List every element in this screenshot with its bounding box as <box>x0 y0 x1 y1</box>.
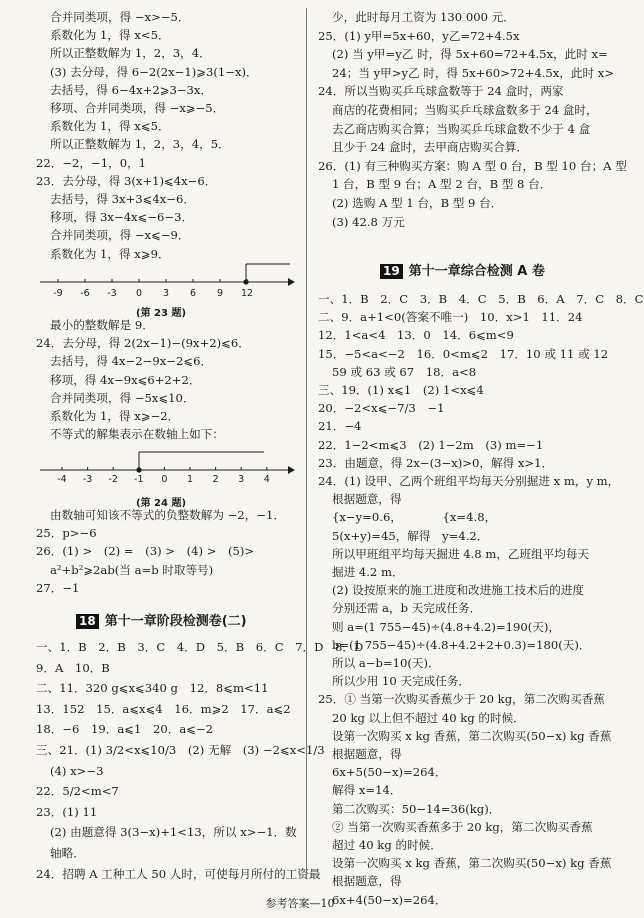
text-line: 去乙商店购买合算；当购买乒乓球盒数不少于 4 盒 <box>332 121 591 136</box>
text-line: 合并同类项，得 −x⩽−9． <box>50 228 190 243</box>
text-line: 系数化为 1，得 x⩾−2． <box>50 409 180 423</box>
text-line: 由数轴可知该不等式的负整数解为 −2，−1． <box>50 508 285 522</box>
text-line: 二、11．320 g⩽x⩽340 g 12．8⩽m<11 <box>36 681 269 696</box>
text-line: 9．A 10．B <box>36 660 110 675</box>
text-line: 最小的整数解是 9． <box>50 318 154 332</box>
text-line: 合并同类项，得 −x>−5． <box>50 10 190 24</box>
tick-label: -9 <box>53 288 63 299</box>
text-line: 系数化为 1，得 x<5． <box>50 28 170 43</box>
tick-label: 4 <box>263 474 270 485</box>
text-line: 24；当 y甲>y乙 时，得 5x+60>72+4.5x，此时 x> <box>332 65 615 80</box>
section-heading-19 <box>380 260 545 279</box>
text-line: 18．−6 19．a⩽1 20．a⩽−2 <box>36 722 214 737</box>
text-line: 23．去分母，得 3(x+1)⩽4x−6． <box>36 173 217 188</box>
text-line: 27．−1 <box>36 580 80 595</box>
text-line: 21．−4 <box>318 419 362 434</box>
text-line: 23．(1) 11 <box>36 804 98 819</box>
section-badge: 18 <box>76 614 99 629</box>
text-line: (2) 由题意得 3(3−x)+1<13，所以 x>−1．数 <box>50 825 297 840</box>
tick-label: 2 <box>212 474 219 485</box>
text-line: 所以 a−b=10(天)． <box>332 656 440 670</box>
text-line: 20．−2<x⩽−7/3 −1 <box>318 401 445 416</box>
text-line: 26．(1) 有三种购买方案：购 A 型 0 台，B 型 10 台；A 型 <box>318 158 627 173</box>
tick-label: 0 <box>161 474 168 485</box>
text-line: 59 或 63 或 67 18．a<8 <box>332 364 477 379</box>
axis-arrow <box>288 278 295 286</box>
text-line: 24．去分母，得 2(2x−1)−(9x+2)⩽6． <box>36 336 250 351</box>
tick-label: -4 <box>57 474 67 485</box>
text-line: 解得 x=14． <box>332 783 402 798</box>
text-line: 则 a=(1 755−45)÷(4.8+4.2)=190(天)， <box>332 619 561 634</box>
number-line-23 <box>36 262 296 302</box>
figure-caption-24: (第 24 题) <box>136 498 187 509</box>
tick-label: 9 <box>216 288 224 299</box>
text-line: (2) 选购 A 型 1 台，B 型 9 台． <box>332 196 503 210</box>
text-line: 13．152 15．a⩽x⩽4 16．m⩾2 17．a⩽2 <box>36 701 291 716</box>
text-line: 三、19．(1) x⩽1 (2) 1<x⩽4 <box>318 383 484 397</box>
text-line: 25．p>−6 <box>36 526 97 541</box>
text-line: 移项，得 4x−9x⩽6+2+2． <box>50 372 201 387</box>
column-divider <box>306 8 307 878</box>
text-line: 二、9．a+1<0(答案不唯一) 10．x>1 11．24 <box>318 310 583 325</box>
tick-label: 0 <box>135 288 143 299</box>
tick-label: 6 <box>189 288 197 299</box>
text-line: 去括号，得 6−4x+2⩾3−3x． <box>50 82 213 97</box>
tick-label: -1 <box>134 474 144 485</box>
text-line: 25．(1) y甲=5x+60，y乙=72+4.5x <box>318 28 520 43</box>
text-line: 22．−2，−1，0，1 <box>36 155 147 170</box>
text-line: 24．招聘 A 工种工人 50 人时，可使每月所付的工资最 <box>36 866 321 881</box>
text-line: (2) 当 y甲=y乙 时，得 5x+60=72+4.5x，此时 x= <box>332 47 608 62</box>
text-line: 移项，得 3x−4x⩽−6−3． <box>50 210 194 225</box>
text-line: 轴略． <box>50 846 85 860</box>
text-line: 去括号，得 4x−2−9x−2⩽6． <box>50 354 213 369</box>
text-line: 1 台，B 型 9 台；A 型 2 台，B 型 8 台． <box>332 177 552 192</box>
text-line: 不等式的解集表示在数轴上如下： <box>50 427 224 442</box>
text-line: 商店的花费相同；当购买乒乓球盒数多于 24 盒时， <box>332 103 598 117</box>
text-line: 系数化为 1，得 x⩽5． <box>50 119 170 134</box>
text-line: 根据题意，得 <box>332 874 402 889</box>
tick-label: -3 <box>107 288 117 299</box>
text-line: 系数化为 1，得 x⩾9． <box>50 246 170 261</box>
text-line: 根据题意，得 <box>332 492 402 507</box>
text-line: b=(1 755−45)÷(4.8+4.2+2+0.3)=180(天)． <box>332 637 591 652</box>
text-line: 所以少用 10 天完成任务． <box>332 674 471 689</box>
text-line: 20 kg 以上但不超过 40 kg 的时候． <box>332 710 525 725</box>
text-line: (3) 42.8 万元 <box>332 214 405 229</box>
text-line: 且少于 24 盒时，去甲商店购买合算． <box>332 140 529 155</box>
text-line: 所以甲班组平均每天掘进 4.8 m，乙班组平均每天 <box>332 546 590 561</box>
text-line: 第二次购买：50−14=36(kg)． <box>332 801 501 816</box>
section-title: 第十一章综合检测 A 卷 <box>408 264 545 279</box>
axis-arrow <box>288 466 295 474</box>
text-line: 15．−5<a<−2 16．0<m⩽2 17．10 或 11 或 12 <box>318 346 609 361</box>
page-footer: 参考答案—10 <box>265 897 335 910</box>
text-line: ② 当第一次购买香蕉多于 20 kg，第二次购买香蕉 <box>332 819 593 834</box>
text-line: 26．(1) > (2) = (3) > (4) > (5)> <box>36 544 255 559</box>
text-line: 22．1−2<m⩽3 (2) 1−2m (3) m=−1 <box>318 437 544 452</box>
text-line: 24．所以当购买乒乓球盒数等于 24 盒时，两家 <box>318 84 564 99</box>
section-title: 第十一章阶段检测卷(二) <box>104 614 247 629</box>
text-line: {x−y=0.6， {x=4.8， <box>332 510 497 525</box>
closed-point <box>243 279 248 284</box>
text-line: a²+b²⩾2ab(当 a=b 时取等号) <box>50 562 214 577</box>
tick-label: 3 <box>238 474 245 485</box>
text-line: 12．1<a<4 13．0 14．6⩽m<9 <box>318 328 514 343</box>
text-line: 22．5/2<m<7 <box>36 784 119 799</box>
tick-label: -2 <box>108 474 118 485</box>
text-line: 23．由题意，得 2x−(3−x)>0，解得 x>1． <box>318 455 554 470</box>
text-line: 24．(1) 设甲、乙两个班组平均每天分别掘进 x m，y m， <box>318 474 620 488</box>
tick-label: -3 <box>82 474 93 485</box>
text-line: (4) x>−3 <box>50 763 104 778</box>
text-line: 所以正整数解为 1，2，3，4． <box>50 46 211 61</box>
text-line: 掘进 4.2 m． <box>332 565 404 579</box>
number-line-24 <box>36 444 296 484</box>
text-line: 移项、合并同类项，得 −x⩾−5． <box>50 101 225 115</box>
text-line: 25．① 当第一次购买香蕉少于 20 kg，第二次购买香蕉 <box>318 692 605 707</box>
figure-caption-23: (第 23 题) <box>136 308 187 319</box>
text-line: 6x+5(50−x)=264． <box>332 765 447 780</box>
text-line: 所以正整数解为 1，2，3，4，5． <box>50 137 230 152</box>
text-line: 三、21．(1) 3/2<x⩽10/3 (2) 无解 (3) −2⩽x<1/3 <box>36 743 325 757</box>
tick-label: -6 <box>80 288 90 299</box>
text-line: 设第一次购买 x kg 香蕉，第二次购买(50−x) kg 香蕉 <box>332 856 612 871</box>
text-line: 少，此时每月工资为 130 000 元． <box>332 10 515 24</box>
text-line: 合并同类项，得 −5x⩽10． <box>50 390 195 405</box>
text-line: 根据题意，得 <box>332 747 402 761</box>
tick-label: 12 <box>240 288 254 299</box>
text-line: (2) 设按原来的施工进度和改进施工技术后的进度 <box>332 583 584 598</box>
tick-label: 1 <box>186 474 194 485</box>
text-line: 6x+4(50−x)=264． <box>332 892 447 907</box>
section-badge: 19 <box>380 264 403 279</box>
text-line: 去括号，得 3x+3⩽4x−6． <box>50 192 195 206</box>
text-line: (3) 去分母，得 6−2(2x−1)⩾3(1−x)． <box>50 64 258 79</box>
text-line: 超过 40 kg 的时候． <box>332 838 442 852</box>
text-line: 分别还需 a，b 天完成任务． <box>332 601 482 616</box>
text-line: 一、1．B 2．C 3．B 4．C 5．B 6．A 7．C 8．C <box>318 292 644 306</box>
text-line: 设第一次购买 x kg 香蕉，第二次购买(50−x) kg 香蕉 <box>332 728 612 743</box>
text-line: 5(x+y)=45，解得 y=4.2． <box>332 528 489 543</box>
text-line: 一、1．B 2．B 3．C 4．D 5．B 6．C 7．D 8．D <box>36 640 364 654</box>
section-heading-18 <box>76 610 247 629</box>
tick-label: 3 <box>162 288 170 299</box>
